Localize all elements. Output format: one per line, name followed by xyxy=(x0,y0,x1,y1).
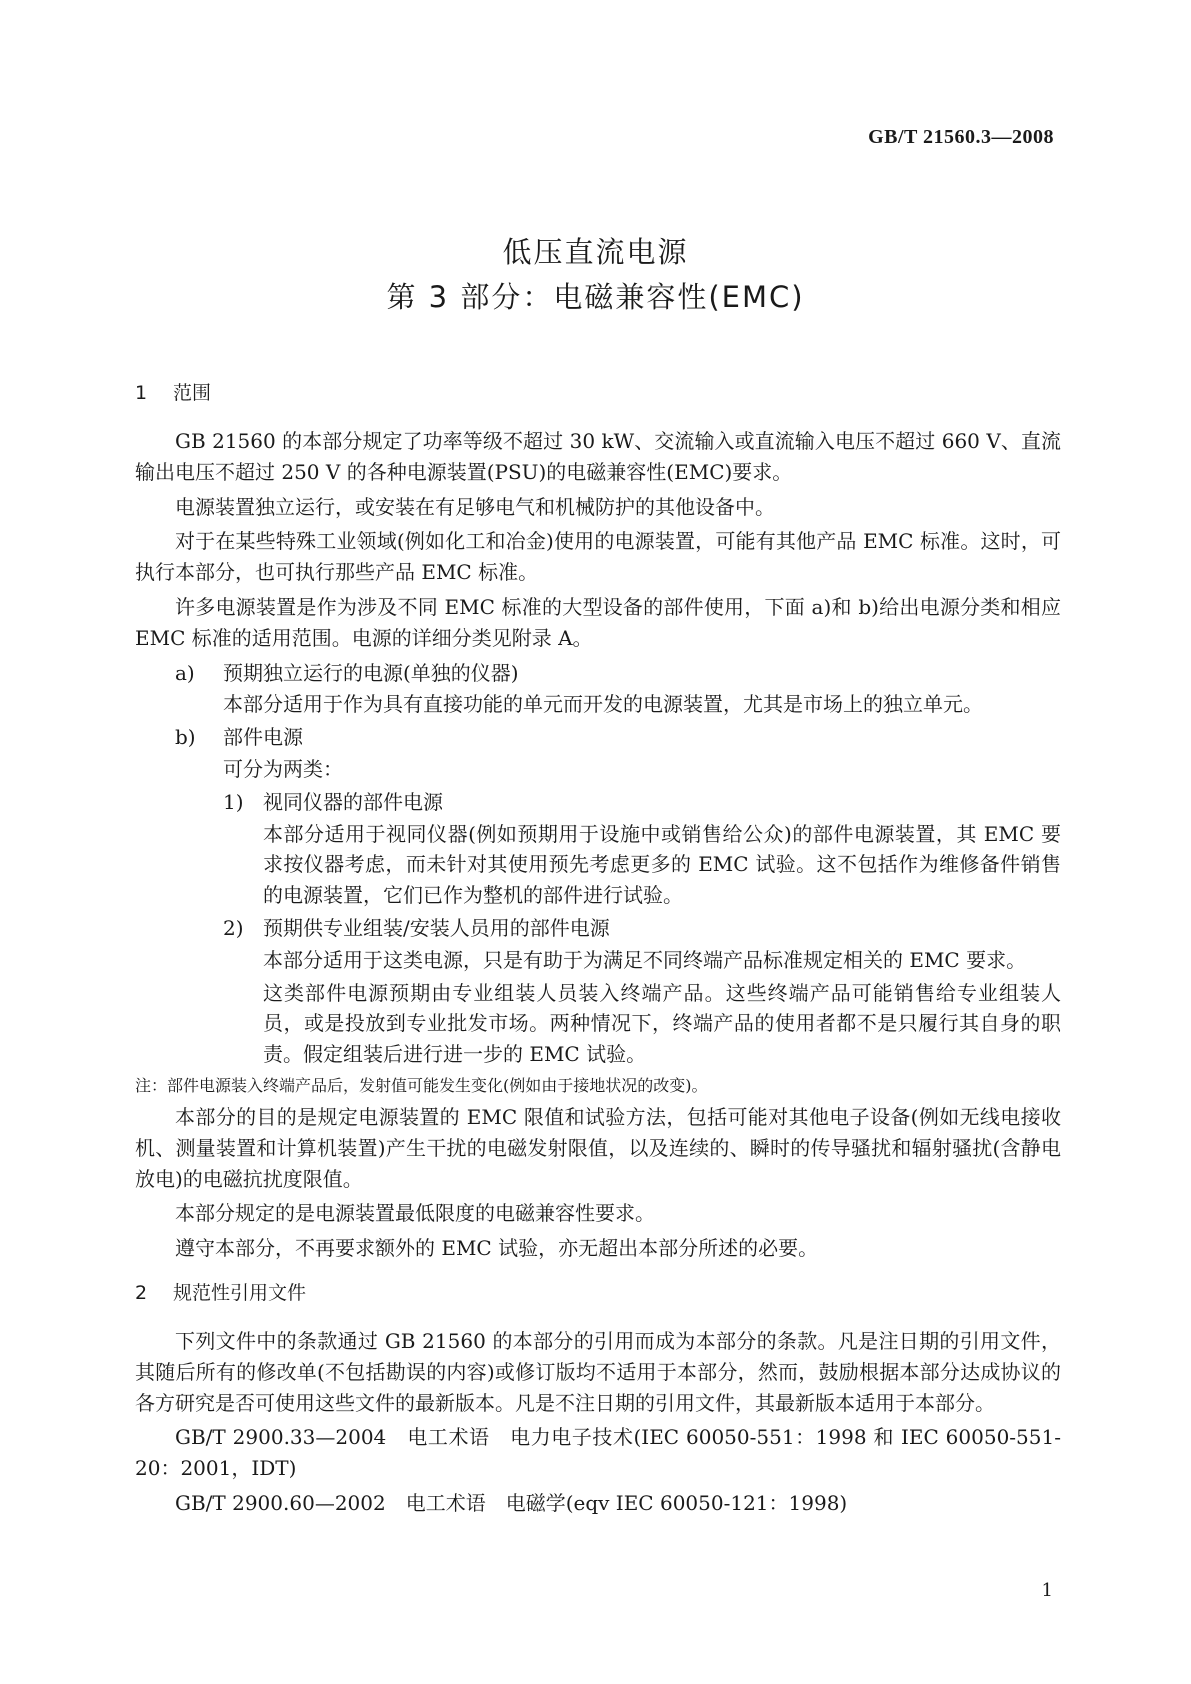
list-item-a xyxy=(135,658,1061,689)
section-number: 1 xyxy=(135,382,148,404)
reference-entry: GB/T 2900.60—2002 电工术语 电磁学(eqv IEC 60050-121：1998) xyxy=(175,1490,848,1515)
paragraph: 本部分规定的是电源装置最低限度的电磁兼容性要求。 xyxy=(175,1201,655,1226)
section-title: 规范性引用文件 xyxy=(173,1281,307,1304)
list-marker: 1) xyxy=(223,789,244,814)
paragraph: GB 21560 的本部分规定了功率等级不超过 30 kW、交流输入或直流输入电压不超过 660 V、直流输出电压不超过 250 V 的各种电源装置(PSU)的电磁兼容性(EMC)要求。 xyxy=(135,429,1061,484)
section-heading-normative-references xyxy=(135,1278,1061,1308)
list-subitem-text: 本部分适用于视同仪器(例如预期用于设施中或销售给公众)的部件电源装置，其 EMC 要求按仪器考虑，而未针对其使用预先考虑更多的 EMC 试验。这不包括作为维修备件销售的电源装置，它们已作为整机的部件进行试验。 xyxy=(263,821,1061,908)
note: 注：部件电源装入终端产品后，发射值可能发生变化(例如由于接地状况的改变)。 xyxy=(135,1075,708,1095)
list-label: 视同仪器的部件电源 xyxy=(263,789,443,814)
list-subitem-2 xyxy=(135,913,1061,944)
paragraph: 本部分的目的是规定电源装置的 EMC 限值和试验方法，包括可能对其他电子设备(例如无线电接收机、测量装置和计算机装置)产生干扰的电磁发射限值，以及连续的、瞬时的传导骚扰和辐射骚扰(含静电放电)的电磁抗扰度限值。 xyxy=(135,1104,1061,1191)
section-heading-scope xyxy=(135,378,1061,408)
list-item-text: 可分为两类： xyxy=(223,756,343,781)
list-label: 预期独立运行的电源(单独的仪器) xyxy=(223,660,519,685)
section-title: 范围 xyxy=(173,382,212,404)
list-subitem-text: 本部分适用于这类电源，只是有助于为满足不同终端产品标准规定相关的 EMC 要求。 xyxy=(263,947,1027,972)
paragraph: 遵守本部分，不再要求额外的 EMC 试验，亦无超出本部分所述的必要。 xyxy=(175,1236,819,1261)
document-body xyxy=(135,378,1061,1523)
list-label: 预期供专业组装/安装人员用的部件电源 xyxy=(263,915,610,940)
paragraph: 电源装置独立运行，或安装在有足够电气和机械防护的其他设备中。 xyxy=(175,494,775,519)
list-subitem-text: 这类部件电源预期由专业组装人员装入终端产品。这些终端产品可能销售给专业组装人员，或是投放到专业批发市场。两种情况下，终端产品的使用者都不是只履行其自身的职责。假定组装后进行进一步的 EMC 试验。 xyxy=(263,980,1061,1067)
reference-entry: GB/T 2900.33—2004 电工术语 电力电子技术(IEC 60050-551：1998 和 IEC 60050-551-20：2001，IDT) xyxy=(135,1425,1061,1481)
paragraph: 许多电源装置是作为涉及不同 EMC 标准的大型设备的部件使用，下面 a)和 b)给出电源分类和相应 EMC 标准的适用范围。电源的详细分类见附录 A。 xyxy=(135,594,1061,650)
list-subitem-1 xyxy=(135,787,1061,818)
list-marker: 2) xyxy=(223,915,244,940)
section-number: 2 xyxy=(135,1281,148,1304)
paragraph: 下列文件中的条款通过 GB 21560 的本部分的引用而成为本部分的条款。凡是注日期的引用文件，其随后所有的修改单(不包括勘误的内容)或修订版均不适用于本部分，然而，鼓励根据本部分达成协议的各方研究是否可使用这些文件的最新版本。凡是不注日期的引用文件，其最新版本适用于本部分。 xyxy=(135,1328,1061,1415)
list-marker: a) xyxy=(175,660,195,685)
document-title: 低压直流电源 xyxy=(502,235,689,269)
page-number: 1 xyxy=(1041,1580,1053,1601)
list-item-text: 本部分适用于作为具有直接功能的单元而开发的电源装置，尤其是市场上的独立单元。 xyxy=(223,692,983,717)
list-label: 部件电源 xyxy=(223,725,303,750)
document-subtitle: 第 3 部分：电磁兼容性(EMC) xyxy=(386,280,805,314)
paragraph: 对于在某些特殊工业领域(例如化工和冶金)使用的电源装置，可能有其他产品 EMC 标准。这时，可执行本部分，也可执行那些产品 EMC 标准。 xyxy=(135,529,1061,585)
list-marker: b) xyxy=(175,725,196,750)
list-item-b xyxy=(135,722,1061,753)
standard-number: GB/T 21560.3—2008 xyxy=(868,126,1054,148)
